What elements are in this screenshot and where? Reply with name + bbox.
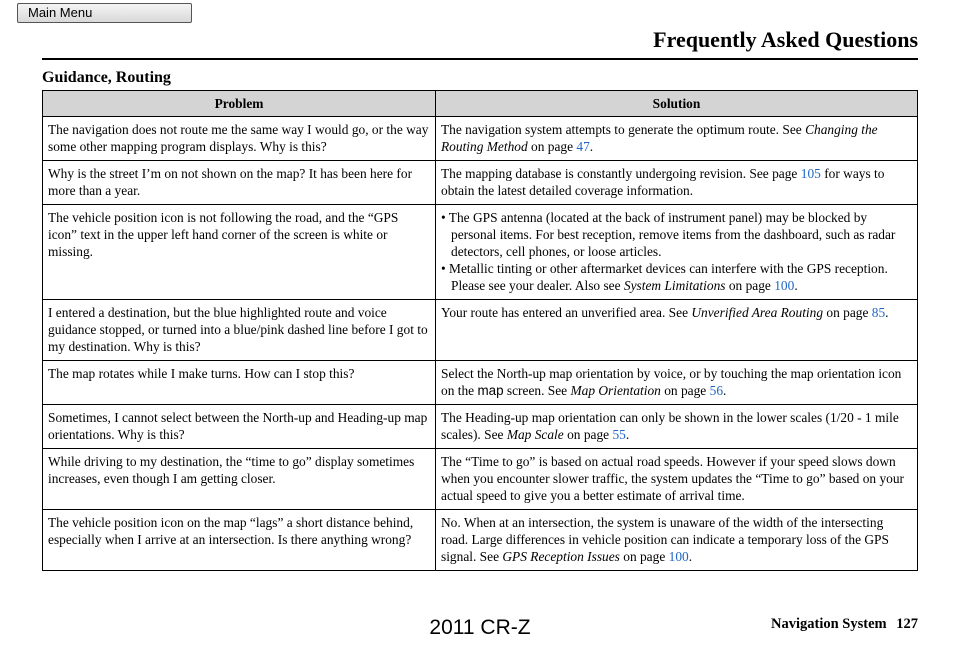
footer-page-label bbox=[771, 616, 918, 633]
end-text: . bbox=[589, 139, 594, 154]
end-text: . bbox=[794, 278, 798, 293]
solution-cell: The “Time to go” is based on actual road speeds. However if your speed slows down when you encounter slower traffic, the system updates the “Time to go” based on your actual speed to give you a better estimate of arrival time. bbox=[436, 449, 918, 510]
table-header-row bbox=[43, 91, 918, 117]
solution-text: screen. See bbox=[506, 383, 568, 398]
table-row bbox=[43, 300, 918, 361]
solution-cell bbox=[436, 361, 918, 405]
solution-text: The mapping database is constantly undergoing revision. See page bbox=[441, 166, 798, 181]
problem-cell: I entered a destination, but the blue highlighted route and voice guidance stopped, or turned into a blue/pink dashed line before I got to my destination. Why is this? bbox=[43, 300, 436, 361]
section-title: Guidance, Routing bbox=[42, 69, 171, 86]
solution-text: No. When at an intersection, the system is unaware of the width of the intersecting road. Large differences in vehicle position can indicate a temporary loss of the GPS signal. See bbox=[441, 515, 889, 564]
page-link[interactable]: 47 bbox=[576, 139, 590, 154]
footer-nav-label: Navigation System bbox=[771, 616, 887, 632]
reference-title: Changing the Routing Method bbox=[441, 122, 878, 154]
page-number: 127 bbox=[896, 616, 918, 632]
solution-text: Your route has entered an unverified area. See bbox=[441, 305, 689, 320]
title-rule bbox=[42, 58, 918, 60]
page-link[interactable]: 56 bbox=[709, 383, 724, 398]
reference-title: System Limitations bbox=[623, 278, 726, 293]
reference-title: Map Scale bbox=[506, 427, 564, 442]
solution-cell bbox=[436, 300, 918, 361]
problem-header: Problem bbox=[43, 91, 436, 117]
problem-cell: The vehicle position icon is not following the road, and the “GPS icon” text in the upper left hand corner of the screen is white or missing. bbox=[43, 205, 436, 300]
on-page-text: on page bbox=[728, 278, 771, 293]
solution-text: The Heading-up map orientation can only be shown in the lower scales (1/20 - 1 mile scales). See bbox=[441, 410, 899, 442]
problem-cell: While driving to my destination, the “time to go” display sometimes increases, even though I am getting closer. bbox=[43, 449, 436, 510]
screen-name: map bbox=[477, 383, 504, 398]
solution-text: Select the North-up map orientation by voice, or by touching the map orientation icon on the bbox=[441, 366, 902, 398]
table-row bbox=[43, 361, 918, 405]
problem-cell: The vehicle position icon on the map “lags” a short distance behind, especially when I arrive at an intersection. Is there anything wrong? bbox=[43, 510, 436, 571]
solution-text: • Metallic tinting or other aftermarket devices can interfere with the GPS reception. Please see your dealer. Also see bbox=[441, 261, 888, 293]
solution-bullet bbox=[441, 260, 912, 294]
on-page-text: on page bbox=[531, 139, 574, 154]
table-row bbox=[43, 161, 918, 205]
solution-text: The navigation system attempts to generate the optimum route. See bbox=[441, 122, 802, 137]
problem-cell: Sometimes, I cannot select between the North-up and Heading-up map orientations. Why is this? bbox=[43, 405, 436, 449]
solution-cell bbox=[436, 117, 918, 161]
solution-cell bbox=[436, 161, 918, 205]
solution-cell bbox=[436, 405, 918, 449]
table-row bbox=[43, 117, 918, 161]
page-title: Frequently Asked Questions bbox=[653, 27, 918, 52]
page-link[interactable]: 55 bbox=[612, 427, 626, 442]
reference-title: Unverified Area Routing bbox=[691, 305, 824, 320]
on-page-text: on page bbox=[567, 427, 610, 442]
solution-bullet: • The GPS antenna (located at the back of instrument panel) may be blocked by personal items. For best reception, remove items from the dashboard, such as radar detectors, cell phones, or loose articles. bbox=[441, 210, 896, 259]
main-menu-button[interactable]: Main Menu bbox=[17, 3, 192, 23]
on-page-text: on page bbox=[664, 383, 707, 398]
page-link[interactable]: 100 bbox=[774, 278, 795, 293]
page-link[interactable]: 85 bbox=[871, 305, 886, 320]
page-link[interactable]: 100 bbox=[668, 549, 689, 564]
problem-cell: The navigation does not route me the same way I would go, or the way some other mapping program displays. Why is this? bbox=[43, 117, 436, 161]
table-row bbox=[43, 205, 918, 300]
solution-header: Solution bbox=[436, 91, 918, 117]
end-text: for ways to obtain the latest detailed coverage information. bbox=[441, 166, 885, 198]
end-text: . bbox=[723, 383, 727, 398]
problem-cell: The map rotates while I make turns. How can I stop this? bbox=[43, 361, 436, 405]
solution-cell bbox=[436, 205, 918, 300]
problem-cell: Why is the street I’m on not shown on the map? It has been here for more than a year. bbox=[43, 161, 436, 205]
table-row bbox=[43, 449, 918, 510]
on-page-text: on page bbox=[623, 549, 666, 564]
solution-cell bbox=[436, 510, 918, 571]
end-text: . bbox=[625, 427, 630, 442]
page-link[interactable]: 105 bbox=[800, 166, 821, 181]
faq-table bbox=[42, 90, 918, 571]
model-watermark: 2011 CR-Z bbox=[429, 616, 531, 639]
table-row bbox=[43, 405, 918, 449]
end-text: . bbox=[885, 305, 889, 320]
table-row bbox=[43, 510, 918, 571]
on-page-text: on page bbox=[826, 305, 869, 320]
reference-title: GPS Reception Issues bbox=[502, 549, 620, 564]
reference-title: Map Orientation bbox=[570, 383, 661, 398]
end-text: . bbox=[688, 549, 693, 564]
